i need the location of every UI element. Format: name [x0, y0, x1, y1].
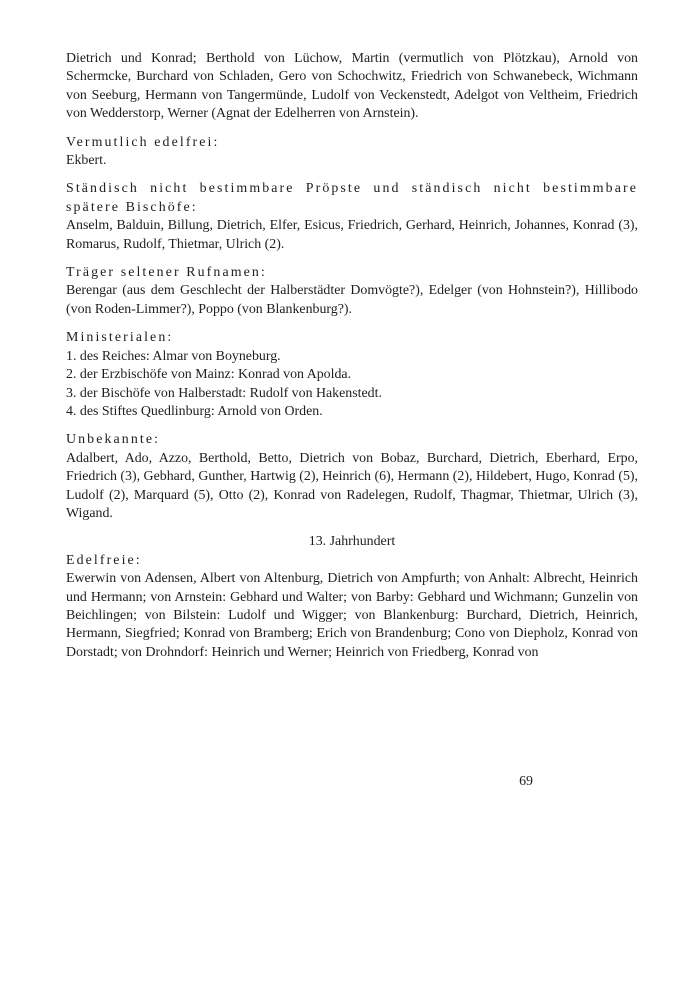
heading-unbekannte: Unbekannte:	[66, 432, 161, 448]
heading-seltene-rufnamen: Träger seltener Rufnamen:	[66, 265, 267, 281]
intro-paragraph: Dietrich und Konrad; Berthold von Lüchow, Martin (vermutlich von Plötzkau), Arnold von Schermcke, Burchard von Schladen, Gero von Schochwitz, Friedrich von Schwanebeck, Wichmann von Seeburg, Hermann von Tangermünde, Ludolf von Veckenstedt, Adelgot von Veltheim, Friedrich von Wedderstorp, Werner (Agnat der Edelherren von Arnstein).	[66, 51, 638, 122]
page-number: 69	[519, 774, 533, 789]
text-staendisch-nicht-bestimmbar: Anselm, Balduin, Billung, Dietrich, Elfer, Esicus, Friedrich, Gerhard, Heinrich, Johannes, Konrad (3), Romarus, Rudolf, Thietmar, Ulrich (2).	[66, 218, 638, 252]
heading-ministerialen: Ministerialen:	[66, 330, 174, 346]
heading-staendisch-nicht-bestimmbar: Ständisch nicht bestimmbare Pröpste und ständisch nicht bestimmbare spätere Bischöfe:	[66, 181, 638, 215]
text-edelfreie: Ewerwin von Adensen, Albert von Altenburg, Dietrich von Ampfurth; von Anhalt: Albrecht, Heinrich und Hermann; von Arnstein: Gebhard und Walter; von Barby: Gebhard und Wichmann; Gunzelin von Beichlingen; von Bilstein: Ludolf und Wigger; von Blankenburg: Burchard, Dietrich, Heinrich, Hermann, Siegfried; Konrad von Bramberg; Erich von Brandenburg; Cono von Diepholz, Konrad von Dorstadt; von Drohndorf: Heinrich und Werner; Heinrich von Friedberg, Konrad von	[66, 571, 638, 660]
list-item: 4. des Stiftes Quedlinburg: Arnold von Orden.	[66, 403, 323, 419]
list-item: 3. der Bischöfe von Halberstadt: Rudolf von Hakenstedt.	[66, 385, 382, 401]
heading-edelfreie: Edelfreie:	[66, 552, 142, 568]
text-unbekannte: Adalbert, Ado, Azzo, Berthold, Betto, Dietrich von Bobaz, Burchard, Dietrich, Eberhard, Erpo, Friedrich (3), Gebhard, Gunther, Hartwig (2), Heinrich (6), Hermann (2), Hildebert, Hugo, Konrad (5), Ludolf (2), Marquard (5), Otto (2), Konrad von Radelegen, Rudolf, Thagmar, Thietmar, Ulrich (3), Wigand.	[66, 450, 638, 521]
ministerialen-list	[66, 348, 638, 422]
list-item: 1. des Reiches: Almar von Boyneburg.	[66, 348, 281, 364]
text-seltene-rufnamen: Berengar (aus dem Geschlecht der Halberstädter Domvögte?), Edelger (von Hohnstein?), Hillibodo (von Roden-Limmer?), Poppo (von Blankenburg?).	[66, 283, 638, 317]
list-item: 2. der Erzbischöfe von Mainz: Konrad von Apolda.	[66, 367, 352, 383]
heading-vermutlich-edelfrei: Vermutlich edelfrei:	[66, 134, 220, 150]
document-page	[66, 50, 638, 662]
text-vermutlich-edelfrei: Ekbert.	[66, 153, 107, 169]
century-heading: 13. Jahrhundert	[308, 534, 396, 550]
